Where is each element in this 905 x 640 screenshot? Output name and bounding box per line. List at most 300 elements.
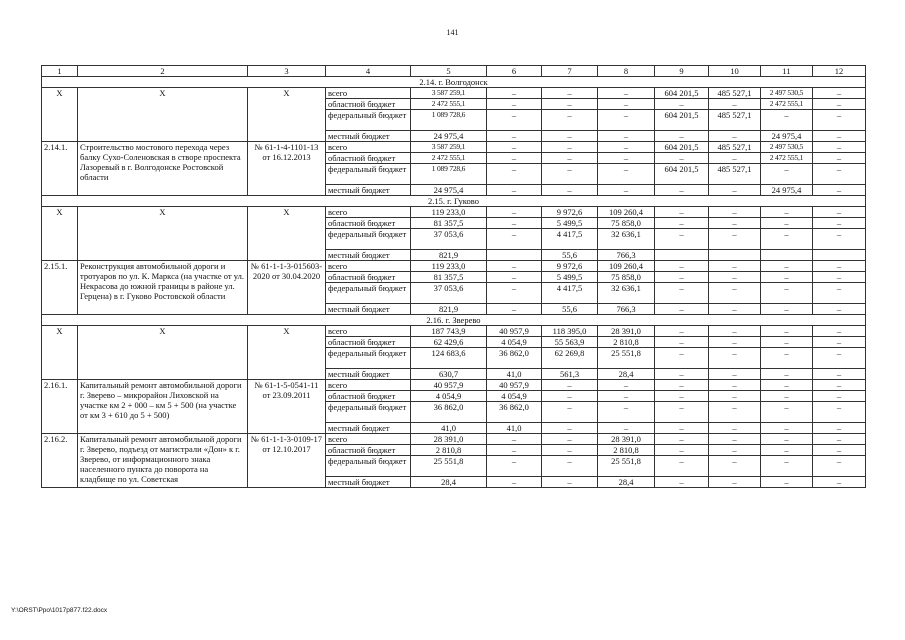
funding-type: местный бюджет — [326, 185, 411, 196]
value-cell: – — [598, 153, 655, 164]
value-cell: – — [709, 326, 761, 337]
value-cell: – — [542, 445, 598, 456]
value-cell — [487, 250, 542, 261]
value-cell: 5 499,5 — [542, 272, 598, 283]
value-cell: 604 201,5 — [655, 164, 709, 185]
value-cell: – — [655, 272, 709, 283]
value-cell: 41,0 — [411, 423, 487, 434]
value-cell: 485 527,1 — [709, 142, 761, 153]
value-cell: 4 054,9 — [487, 337, 542, 348]
table-row — [42, 380, 866, 391]
item-document: X — [248, 326, 326, 380]
value-cell: – — [487, 283, 542, 304]
value-cell: – — [709, 445, 761, 456]
value-cell: 766,3 — [598, 304, 655, 315]
value-cell: – — [709, 218, 761, 229]
value-cell: 25 551,8 — [598, 456, 655, 477]
value-cell: – — [813, 402, 866, 423]
value-cell: – — [487, 153, 542, 164]
funding-type: местный бюджет — [326, 423, 411, 434]
value-cell: 2 810,8 — [598, 337, 655, 348]
value-cell: 24 975,4 — [761, 185, 813, 196]
value-cell: 25 551,8 — [411, 456, 487, 477]
value-cell: 485 527,1 — [709, 164, 761, 185]
value-cell: – — [761, 304, 813, 315]
value-cell: 40 957,9 — [487, 380, 542, 391]
value-cell: – — [813, 391, 866, 402]
section-title-row — [42, 196, 866, 207]
value-cell: – — [542, 131, 598, 142]
value-cell: – — [709, 391, 761, 402]
value-cell: – — [598, 380, 655, 391]
funding-type: областной бюджет — [326, 153, 411, 164]
value-cell: – — [813, 369, 866, 380]
column-number-cell: 11 — [761, 66, 813, 77]
value-cell: – — [655, 445, 709, 456]
funding-type: областной бюджет — [326, 445, 411, 456]
value-cell: – — [655, 391, 709, 402]
column-number-row — [42, 66, 866, 77]
value-cell: – — [761, 110, 813, 131]
section-title-row — [42, 315, 866, 326]
value-cell: – — [813, 261, 866, 272]
value-cell: 24 975,4 — [411, 185, 487, 196]
value-cell: – — [709, 261, 761, 272]
value-cell: – — [598, 99, 655, 110]
item-document: X — [248, 207, 326, 261]
value-cell: 81 357,5 — [411, 272, 487, 283]
value-cell: – — [542, 88, 598, 99]
value-cell: 118 395,0 — [542, 326, 598, 337]
value-cell: – — [761, 380, 813, 391]
value-cell: – — [813, 423, 866, 434]
item-document: № 61-1-4-1101-13 от 16.12.2013 — [248, 142, 326, 196]
funding-type: федеральный бюджет — [326, 283, 411, 304]
value-cell: – — [542, 99, 598, 110]
value-cell: 119 233,0 — [411, 207, 487, 218]
value-cell: – — [761, 337, 813, 348]
funding-type: всего — [326, 434, 411, 445]
value-cell: 3 587 259,1 — [411, 142, 487, 153]
column-number-cell: 9 — [655, 66, 709, 77]
value-cell: 561,3 — [542, 369, 598, 380]
value-cell: – — [655, 477, 709, 488]
funding-type: местный бюджет — [326, 250, 411, 261]
column-number-cell: 12 — [813, 66, 866, 77]
value-cell: – — [709, 304, 761, 315]
value-cell: – — [598, 402, 655, 423]
value-cell: – — [655, 218, 709, 229]
value-cell: – — [655, 153, 709, 164]
column-number-cell: 6 — [487, 66, 542, 77]
value-cell: – — [709, 380, 761, 391]
funding-type: всего — [326, 142, 411, 153]
value-cell: – — [761, 229, 813, 250]
value-cell: 2 472 555,1 — [411, 99, 487, 110]
funding-type: всего — [326, 261, 411, 272]
funding-type: областной бюджет — [326, 337, 411, 348]
item-code: 2.14.1. — [42, 142, 78, 196]
item-name: X — [78, 88, 248, 142]
funding-type: местный бюджет — [326, 131, 411, 142]
value-cell: 821,9 — [411, 250, 487, 261]
value-cell: 28 391,0 — [411, 434, 487, 445]
value-cell: 28 391,0 — [598, 434, 655, 445]
item-code: 2.15.1. — [42, 261, 78, 315]
value-cell: – — [813, 185, 866, 196]
value-cell: – — [709, 337, 761, 348]
value-cell: – — [709, 477, 761, 488]
value-cell: – — [542, 110, 598, 131]
value-cell: 24 975,4 — [411, 131, 487, 142]
value-cell: – — [542, 153, 598, 164]
table-row — [42, 261, 866, 272]
value-cell: – — [487, 185, 542, 196]
value-cell: – — [655, 229, 709, 250]
value-cell: 41,0 — [487, 369, 542, 380]
footer-file-path: Y:\ORST\Ppo\1017p877.f22.docx — [11, 607, 108, 614]
value-cell: 28 391,0 — [598, 326, 655, 337]
value-cell: – — [813, 99, 866, 110]
funding-type: федеральный бюджет — [326, 456, 411, 477]
value-cell: – — [813, 88, 866, 99]
value-cell: 55 563,9 — [542, 337, 598, 348]
value-cell: – — [598, 110, 655, 131]
value-cell: 62 269,8 — [542, 348, 598, 369]
value-cell: – — [542, 423, 598, 434]
value-cell: 1 089 728,6 — [411, 110, 487, 131]
funding-type: местный бюджет — [326, 477, 411, 488]
value-cell: – — [761, 218, 813, 229]
item-code: 2.16.2. — [42, 434, 78, 488]
value-cell: – — [813, 283, 866, 304]
value-cell: – — [709, 99, 761, 110]
value-cell: – — [487, 207, 542, 218]
value-cell: 604 201,5 — [655, 110, 709, 131]
value-cell: – — [813, 272, 866, 283]
value-cell: 36 862,0 — [487, 402, 542, 423]
value-cell: – — [598, 423, 655, 434]
value-cell: – — [655, 283, 709, 304]
value-cell: – — [813, 337, 866, 348]
funding-type: федеральный бюджет — [326, 164, 411, 185]
value-cell: 2 472 555,1 — [761, 153, 813, 164]
value-cell: 28,4 — [598, 369, 655, 380]
value-cell: 75 858,0 — [598, 272, 655, 283]
value-cell: – — [813, 207, 866, 218]
column-number-cell: 4 — [326, 66, 411, 77]
value-cell: – — [813, 304, 866, 315]
value-cell: – — [655, 380, 709, 391]
value-cell: 604 201,5 — [655, 142, 709, 153]
value-cell: 4 054,9 — [411, 391, 487, 402]
value-cell: – — [813, 326, 866, 337]
funding-type: областной бюджет — [326, 391, 411, 402]
value-cell: – — [655, 326, 709, 337]
item-document: № 61-1-1-3-015603-2020 от 30.04.2020 — [248, 261, 326, 315]
value-cell: – — [813, 153, 866, 164]
value-cell: – — [487, 304, 542, 315]
value-cell: 2 472 555,1 — [761, 99, 813, 110]
value-cell: – — [709, 272, 761, 283]
value-cell: – — [542, 402, 598, 423]
value-cell: – — [655, 207, 709, 218]
column-number-cell: 2 — [78, 66, 248, 77]
value-cell: – — [761, 391, 813, 402]
value-cell: – — [813, 229, 866, 250]
value-cell: 28,4 — [411, 477, 487, 488]
value-cell: – — [813, 477, 866, 488]
item-name: Капитальный ремонт автомобильной дороги г. Зверево, подъезд от магистрали «Дон» к г. Зверево, от информационного знака населенного пункта до поворота на кладбище по ул. Советская — [78, 434, 248, 488]
value-cell: – — [542, 164, 598, 185]
funding-type: всего — [326, 380, 411, 391]
value-cell: 32 636,1 — [598, 283, 655, 304]
value-cell: 40 957,9 — [411, 380, 487, 391]
value-cell: – — [761, 272, 813, 283]
item-code: 2.16.1. — [42, 380, 78, 434]
value-cell: 37 053,6 — [411, 229, 487, 250]
column-number-cell: 10 — [709, 66, 761, 77]
value-cell: – — [598, 391, 655, 402]
value-cell: – — [813, 380, 866, 391]
value-cell: – — [761, 445, 813, 456]
value-cell — [761, 250, 813, 261]
value-cell: – — [813, 218, 866, 229]
value-cell: – — [655, 131, 709, 142]
funding-type: местный бюджет — [326, 304, 411, 315]
value-cell: – — [655, 402, 709, 423]
value-cell: – — [542, 456, 598, 477]
value-cell: 109 260,4 — [598, 207, 655, 218]
value-cell: 4 054,9 — [487, 391, 542, 402]
value-cell: – — [598, 164, 655, 185]
value-cell: – — [709, 369, 761, 380]
value-cell: – — [542, 142, 598, 153]
value-cell: 55,6 — [542, 250, 598, 261]
section-title: 2.16. г. Зверево — [42, 315, 866, 326]
value-cell: – — [542, 380, 598, 391]
value-cell: – — [487, 142, 542, 153]
table-row — [42, 142, 866, 153]
value-cell: 485 527,1 — [709, 88, 761, 99]
value-cell: 2 497 530,5 — [761, 142, 813, 153]
value-cell — [709, 250, 761, 261]
table-row — [42, 434, 866, 445]
value-cell: 630,7 — [411, 369, 487, 380]
funding-type: местный бюджет — [326, 369, 411, 380]
value-cell: 37 053,6 — [411, 283, 487, 304]
funding-type: всего — [326, 88, 411, 99]
value-cell: 2 497 530,5 — [761, 88, 813, 99]
value-cell: 1 089 728,6 — [411, 164, 487, 185]
value-cell: – — [813, 164, 866, 185]
value-cell: 32 636,1 — [598, 229, 655, 250]
value-cell: – — [709, 402, 761, 423]
value-cell: 36 862,0 — [411, 402, 487, 423]
value-cell: – — [655, 261, 709, 272]
value-cell: – — [655, 348, 709, 369]
value-cell: – — [709, 153, 761, 164]
value-cell: – — [761, 348, 813, 369]
value-cell: – — [655, 185, 709, 196]
value-cell: – — [487, 272, 542, 283]
value-cell — [813, 250, 866, 261]
value-cell: – — [542, 477, 598, 488]
value-cell: 3 587 259,1 — [411, 88, 487, 99]
value-cell: – — [761, 402, 813, 423]
value-cell: 81 357,5 — [411, 218, 487, 229]
value-cell: – — [487, 456, 542, 477]
value-cell: – — [761, 477, 813, 488]
value-cell: 5 499,5 — [542, 218, 598, 229]
value-cell — [655, 250, 709, 261]
item-code: X — [42, 88, 78, 142]
page-number: 141 — [446, 28, 459, 37]
table-row — [42, 326, 866, 337]
value-cell: – — [487, 164, 542, 185]
value-cell: – — [487, 131, 542, 142]
value-cell: 821,9 — [411, 304, 487, 315]
value-cell: – — [487, 218, 542, 229]
item-name: Капитальный ремонт автомобильной дороги г. Зверево – микрорайон Лиховской на участке км 2 + 000 – км 5 + 500 (на участке от км 3 + 610 до 5 + 500) — [78, 380, 248, 434]
value-cell: – — [542, 391, 598, 402]
value-cell: – — [813, 348, 866, 369]
value-cell: 75 858,0 — [598, 218, 655, 229]
item-document: X — [248, 88, 326, 142]
value-cell: 24 975,4 — [761, 131, 813, 142]
item-name: Строительство мостового перехода через балку Сухо-Соленовская в створе проспекта Лазоревый в г. Волгодонске Ростовской области — [78, 142, 248, 196]
value-cell: 2 472 555,1 — [411, 153, 487, 164]
value-cell: – — [761, 369, 813, 380]
value-cell: – — [542, 434, 598, 445]
value-cell: – — [709, 283, 761, 304]
value-cell: – — [761, 423, 813, 434]
value-cell: – — [813, 110, 866, 131]
value-cell: – — [709, 456, 761, 477]
funding-type: федеральный бюджет — [326, 402, 411, 423]
section-title-row — [42, 77, 866, 88]
column-number-cell: 8 — [598, 66, 655, 77]
value-cell: 36 862,0 — [487, 348, 542, 369]
funding-type: областной бюджет — [326, 218, 411, 229]
item-document: № 61-1-5-0541-11 от 23.09.2011 — [248, 380, 326, 434]
value-cell: 25 551,8 — [598, 348, 655, 369]
value-cell: – — [487, 261, 542, 272]
column-number-cell: 5 — [411, 66, 487, 77]
value-cell: – — [655, 369, 709, 380]
value-cell: 4 417,5 — [542, 229, 598, 250]
value-cell: – — [709, 185, 761, 196]
column-number-cell: 1 — [42, 66, 78, 77]
table-row — [42, 88, 866, 99]
value-cell: – — [709, 348, 761, 369]
value-cell: – — [761, 456, 813, 477]
value-cell: – — [761, 434, 813, 445]
value-cell: – — [655, 337, 709, 348]
value-cell: – — [655, 304, 709, 315]
value-cell: 187 743,9 — [411, 326, 487, 337]
value-cell: – — [709, 131, 761, 142]
value-cell: – — [761, 207, 813, 218]
value-cell: 2 810,8 — [411, 445, 487, 456]
value-cell: 55,6 — [542, 304, 598, 315]
table-row — [42, 207, 866, 218]
value-cell: – — [487, 229, 542, 250]
item-name: X — [78, 207, 248, 261]
value-cell: 109 260,4 — [598, 261, 655, 272]
value-cell: 485 527,1 — [709, 110, 761, 131]
value-cell: 40 957,9 — [487, 326, 542, 337]
value-cell: – — [655, 456, 709, 477]
column-number-cell: 3 — [248, 66, 326, 77]
value-cell: – — [761, 261, 813, 272]
value-cell: – — [598, 185, 655, 196]
value-cell: – — [487, 477, 542, 488]
value-cell: 41,0 — [487, 423, 542, 434]
value-cell: – — [709, 229, 761, 250]
value-cell: – — [709, 207, 761, 218]
table-body — [42, 66, 866, 488]
value-cell: – — [761, 326, 813, 337]
value-cell: – — [487, 99, 542, 110]
value-cell: – — [655, 99, 709, 110]
value-cell: 4 417,5 — [542, 283, 598, 304]
budget-table — [41, 65, 866, 488]
value-cell: 9 972,6 — [542, 261, 598, 272]
item-name: Реконструкция автомобильной дороги и тротуаров по ул. К. Маркса (на участке от ул. Некрасова до южной границы в районе ул. Герцена) в г. Гуково Ростовской области — [78, 261, 248, 315]
value-cell: – — [487, 88, 542, 99]
value-cell: – — [709, 423, 761, 434]
value-cell: 604 201,5 — [655, 88, 709, 99]
value-cell: – — [813, 142, 866, 153]
value-cell: – — [598, 88, 655, 99]
value-cell: 9 972,6 — [542, 207, 598, 218]
funding-type: федеральный бюджет — [326, 348, 411, 369]
value-cell: – — [487, 110, 542, 131]
value-cell: 119 233,0 — [411, 261, 487, 272]
value-cell: 766,3 — [598, 250, 655, 261]
item-code: X — [42, 207, 78, 261]
section-title: 2.14. г. Волгодонск — [42, 77, 866, 88]
value-cell: 28,4 — [598, 477, 655, 488]
funding-type: федеральный бюджет — [326, 110, 411, 131]
value-cell: – — [655, 434, 709, 445]
item-code: X — [42, 326, 78, 380]
value-cell: – — [542, 185, 598, 196]
value-cell: – — [655, 423, 709, 434]
value-cell: – — [813, 456, 866, 477]
value-cell: – — [761, 164, 813, 185]
funding-type: всего — [326, 326, 411, 337]
funding-type: федеральный бюджет — [326, 229, 411, 250]
value-cell: – — [761, 283, 813, 304]
value-cell: – — [487, 445, 542, 456]
value-cell: – — [813, 434, 866, 445]
value-cell: – — [813, 445, 866, 456]
value-cell: 124 683,6 — [411, 348, 487, 369]
item-name: X — [78, 326, 248, 380]
value-cell: – — [487, 434, 542, 445]
value-cell: – — [598, 142, 655, 153]
value-cell: 62 429,6 — [411, 337, 487, 348]
value-cell: 2 810,8 — [598, 445, 655, 456]
value-cell: – — [813, 131, 866, 142]
funding-type: областной бюджет — [326, 99, 411, 110]
value-cell: – — [598, 131, 655, 142]
item-document: № 61-1-1-3-0109-17 от 12.10.2017 — [248, 434, 326, 488]
column-number-cell: 7 — [542, 66, 598, 77]
funding-type: всего — [326, 207, 411, 218]
